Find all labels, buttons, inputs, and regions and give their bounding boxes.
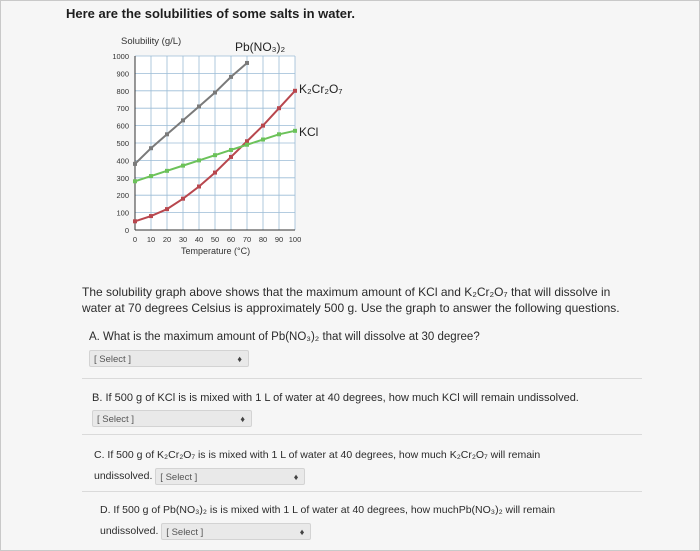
question-c-text-2: undissolved.: [94, 470, 153, 482]
data-point: [133, 219, 137, 223]
data-point: [133, 179, 137, 183]
series-label-kcl: KCl: [299, 125, 319, 139]
y-tick-label: 600: [116, 121, 129, 131]
data-point: [293, 89, 297, 93]
data-point: [181, 118, 185, 122]
x-tick-label: 10: [146, 235, 156, 244]
data-point: [149, 214, 153, 218]
divider: [82, 491, 642, 492]
divider: [82, 378, 642, 379]
data-point: [181, 197, 185, 201]
question-d-select[interactable]: [161, 523, 311, 540]
data-point: [261, 138, 265, 142]
y-tick-label: 400: [116, 156, 129, 166]
data-point: [181, 164, 185, 168]
data-point: [149, 146, 153, 150]
data-point: [261, 124, 265, 128]
y-tick-label: 200: [116, 191, 129, 201]
y-tick-label: 700: [116, 104, 129, 114]
data-point: [133, 162, 137, 166]
question-c-text-1: C. If 500 g of K₂Cr₂O₇ is is mixed with 1 L of water at 40 degrees, how much K₂Cr₂O₇ will remain: [94, 449, 541, 461]
data-point: [245, 61, 249, 65]
y-tick-label: 0: [124, 226, 129, 235]
instructions-paragraph: The solubility graph above shows that the maximum amount of KCl and K₂Cr₂O₇ that will dissolve in water at 70 degrees Celsius is approximately 500 g. Use the graph to answer the following questions.: [82, 285, 620, 315]
data-point: [245, 143, 249, 147]
x-tick-label: 0: [132, 235, 138, 244]
data-point: [165, 207, 169, 211]
data-point: [213, 153, 217, 157]
data-point: [197, 185, 201, 189]
y-tick-label: 300: [116, 173, 129, 183]
data-point: [277, 132, 281, 136]
x-tick-label: 30: [178, 235, 188, 244]
question-c-select[interactable]: [155, 468, 305, 485]
question-c: [94, 446, 654, 485]
data-point: [277, 106, 281, 110]
y-tick-label: 100: [116, 208, 129, 218]
y-tick-label: 1000: [112, 52, 129, 61]
select-arrow-icon: ♦: [237, 354, 242, 364]
select-label: [ Select ]: [94, 354, 131, 365]
select-label: [ Select ]: [160, 471, 198, 483]
x-tick-label: 70: [242, 235, 252, 244]
series-label-k2cr2o7: K₂Cr₂O₇: [299, 82, 343, 96]
question-d: [100, 501, 660, 540]
x-tick-label: 60: [226, 235, 236, 244]
data-point: [197, 104, 201, 108]
data-point: [197, 158, 201, 162]
y-tick-label: 900: [116, 69, 129, 79]
y-axis-label: Solubility (g/L): [121, 36, 182, 47]
page-heading: Here are the solubilities of some salts in water.: [66, 6, 355, 21]
data-point: [245, 139, 249, 143]
select-label: [ Select ]: [166, 526, 204, 538]
y-tick-label: 500: [116, 139, 129, 148]
select-label: [ Select ]: [97, 414, 134, 425]
data-point: [293, 129, 297, 133]
data-point: [229, 148, 233, 152]
question-a-text: A. What is the maximum amount of Pb(NO₃)₂ that will dissolve at 30 degree?: [89, 331, 480, 343]
data-point: [213, 91, 217, 95]
x-tick-label: 90: [274, 235, 284, 244]
x-tick-label: 100: [288, 235, 302, 244]
x-tick-label: 20: [162, 235, 172, 244]
question-d-text-1: D. If 500 g of Pb(NO₃)₂ is is mixed with 1 L of water at 40 degrees, how muchPb(NO₃)₂ will remain: [100, 504, 556, 516]
x-tick-label: 80: [258, 235, 268, 244]
data-point: [213, 171, 217, 175]
x-tick-label: 50: [210, 235, 220, 244]
question-a-select[interactable]: [89, 350, 249, 367]
question-a: [89, 328, 649, 367]
x-axis-label: Temperature (°C): [181, 246, 251, 256]
select-arrow-icon: ♦: [293, 471, 299, 482]
divider: [82, 434, 642, 435]
data-point: [229, 75, 233, 79]
question-d-text-2: undissolved.: [100, 525, 159, 537]
question-b-select[interactable]: [92, 410, 252, 427]
question-b-text: B. If 500 g of KCl is is mixed with 1 L of water at 40 degrees, how much KCl will remain undissolved.: [92, 392, 579, 404]
data-point: [149, 174, 153, 178]
data-point: [165, 169, 169, 173]
y-tick-label: 800: [116, 86, 129, 96]
chart-grid: [135, 56, 295, 230]
x-tick-label: 40: [194, 235, 204, 244]
question-b: [92, 389, 652, 427]
select-arrow-icon: ♦: [299, 526, 305, 537]
select-arrow-icon: ♦: [240, 414, 245, 424]
series-label-pbno3: Pb(NO₃)₂: [235, 40, 286, 54]
data-point: [229, 155, 233, 159]
data-point: [165, 132, 169, 136]
